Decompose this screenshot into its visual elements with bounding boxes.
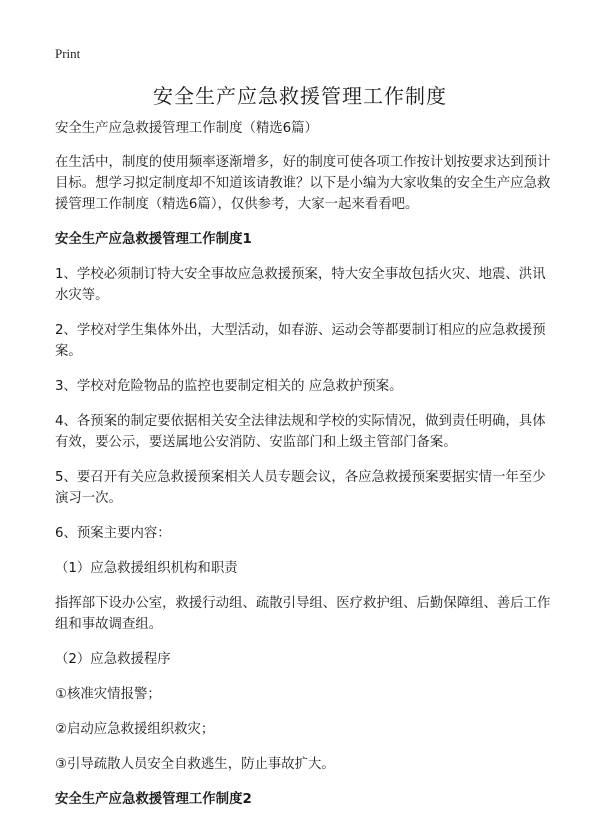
section1-item-4: 4、各预案的制定要依据相关安全法律法规和学校的实际情况，做到责任明确，具体有效，要公示，要送属地公安消防、安监部门和上级主管部门备案。	[55, 414, 546, 450]
section1-org-detail: 指挥部下设办公室，救援行动组、疏散引导组、医疗救护组、后勤保障组、善后工作组和事故调查组。	[55, 596, 551, 632]
document-title: 安全生产应急救援管理工作制度	[153, 84, 447, 108]
section1-subitem-procedure: （2）应急救援程序	[55, 652, 171, 667]
document-body	[55, 118, 555, 824]
section1-step-2: ②启动应急救援组织救灾；	[55, 722, 215, 737]
section1-item-2: 2、学校对学生集体外出，大型活动，如春游、运动会等都要制订相应的应急救援预案。	[55, 323, 546, 359]
section-heading-2: 安全生产应急救援管理工作制度2	[55, 792, 252, 807]
section1-item-5: 5、要召开有关应急救援预案相关人员专题会议，各应急救援预案要据实情一年至少演习一次。	[55, 470, 546, 506]
section1-item-3: 3、学校对危险物品的监控也要制定相关的 应急救护预案。	[55, 379, 403, 394]
intro-paragraph: 在生活中，制度的使用频率逐渐增多，好的制度可使各项工作按计划按要求达到预计目标。想学习拟定制度却不知道该请教谁？以下是小编为大家收集的安全生产应急救援管理工作制度（精选6篇），仅供参考，大家一起来看看吧。	[55, 155, 551, 212]
section1-item-6: 6、预案主要内容：	[55, 526, 171, 541]
section1-item-1: 1、学校必须制订特大安全事故应急救援预案，特大安全事故包括火灾、地震、洪讯水灾等。	[55, 267, 546, 303]
section-heading-1: 安全生产应急救援管理工作制度1	[55, 232, 252, 247]
print-label: Print	[55, 46, 81, 61]
document-subtitle: 安全生产应急救援管理工作制度（精选6篇）	[55, 121, 318, 136]
section1-step-3: ③引导疏散人员安全自救逃生，防止事故扩大。	[55, 757, 335, 772]
section1-subitem-org: （1）应急救援组织机构和职责	[55, 561, 238, 576]
section1-step-1: ①核准灾情报警；	[55, 687, 161, 702]
